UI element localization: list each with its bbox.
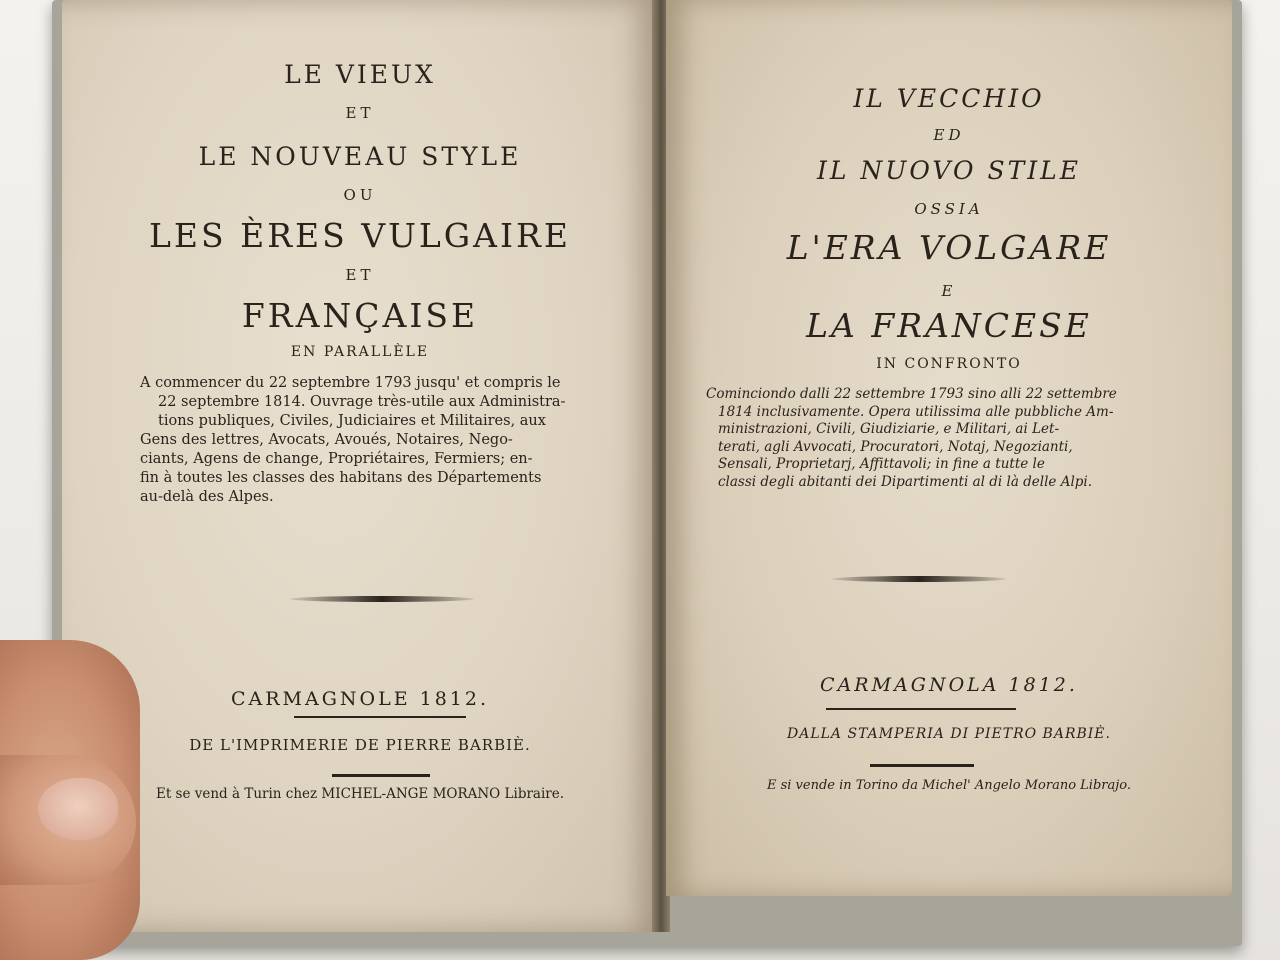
left-description-line: 22 septembre 1814. Ouvrage très-utile aux Administra- xyxy=(158,394,566,410)
left-page xyxy=(62,0,658,932)
right-description-line: terati, agli Avvocati, Procuratori, Notaj, Negozianti, xyxy=(718,438,1073,455)
right-place-date: CARMAGNOLA 1812. xyxy=(820,674,1078,696)
right-description-line: Sensali, Proprietarj, Affittavoli; in fine a tutte le xyxy=(718,456,1045,472)
right-conjunction-1: ED xyxy=(933,126,965,144)
left-description-line: fin à toutes les classes des habitans des Départements xyxy=(140,470,542,486)
left-description-line: au-delà des Alpes. xyxy=(140,489,274,505)
right-conjunction-3: E xyxy=(941,282,957,300)
right-description-line: Cominciondo dalli 22 settembre 1793 sino alli 22 settembre xyxy=(706,386,1117,402)
left-description-line: ciants, Agens de change, Propriétaires, Fermiers; en- xyxy=(140,451,533,467)
left-conjunction-1: ET xyxy=(345,104,375,122)
left-seller: Et se vend à Turin chez MICHEL-ANGE MORANO Libraire. xyxy=(155,786,565,802)
right-title-line-2: IL NUOVO STILE xyxy=(816,156,1081,185)
right-subtitle: IN CONFRONTO xyxy=(876,356,1022,372)
right-separator-2 xyxy=(870,764,974,767)
left-place-date: CARMAGNOLE 1812. xyxy=(230,688,490,710)
left-description-line: tions publiques, Civiles, Judiciaires et Militaires, aux xyxy=(158,413,546,429)
left-description-line: A commencer du 22 septembre 1793 jusqu' et compris le xyxy=(140,375,561,391)
left-description-line: Gens des lettres, Avocats, Avoués, Notaires, Nego- xyxy=(140,432,513,448)
right-description xyxy=(706,386,1138,491)
left-title-line-1: LE VIEUX xyxy=(284,60,436,89)
left-conjunction-2: OU xyxy=(343,186,377,204)
right-ornament-rule xyxy=(832,576,1006,582)
left-printer: DE L'IMPRIMERIE DE PIERRE BARBIÈ. xyxy=(189,736,531,754)
right-printer: DALLA STAMPERIA DI PIETRO BARBIÈ. xyxy=(787,726,1111,742)
left-description xyxy=(140,374,612,507)
left-subtitle: EN PARALLÈLE xyxy=(290,344,430,360)
left-separator-1 xyxy=(294,716,466,718)
left-ornament-rule xyxy=(290,596,474,602)
right-title-line-1: IL VECCHIO xyxy=(853,84,1045,113)
left-separator-2 xyxy=(332,774,430,777)
right-title-line-3: L'ERA VOLGARE xyxy=(786,228,1112,267)
left-title-line-4: FRANÇAISE xyxy=(241,296,479,335)
left-title-line-2: LE NOUVEAU STYLE xyxy=(198,142,522,171)
right-separator-1 xyxy=(826,708,1016,710)
left-conjunction-3: ET xyxy=(345,266,375,284)
left-title-line-3: LES ÈRES VULGAIRE xyxy=(149,216,571,255)
right-description-line: 1814 inclusivamente. Opera utilissima alle pubbliche Am- xyxy=(718,403,1114,420)
right-seller: E si vende in Torino da Michel' Angelo Morano Librajo. xyxy=(766,778,1132,793)
right-description-line: classi degli abitanti dei Dipartimenti al di là delle Alpi. xyxy=(718,473,1093,490)
thumbnail xyxy=(38,778,118,840)
right-description-line: ministrazioni, Civili, Giudiziarie, e Militari, ai Let- xyxy=(718,421,1060,437)
right-page xyxy=(666,0,1232,896)
right-conjunction-2: OSSIA xyxy=(914,200,984,218)
right-title-line-4: LA FRANCESE xyxy=(806,306,1092,345)
